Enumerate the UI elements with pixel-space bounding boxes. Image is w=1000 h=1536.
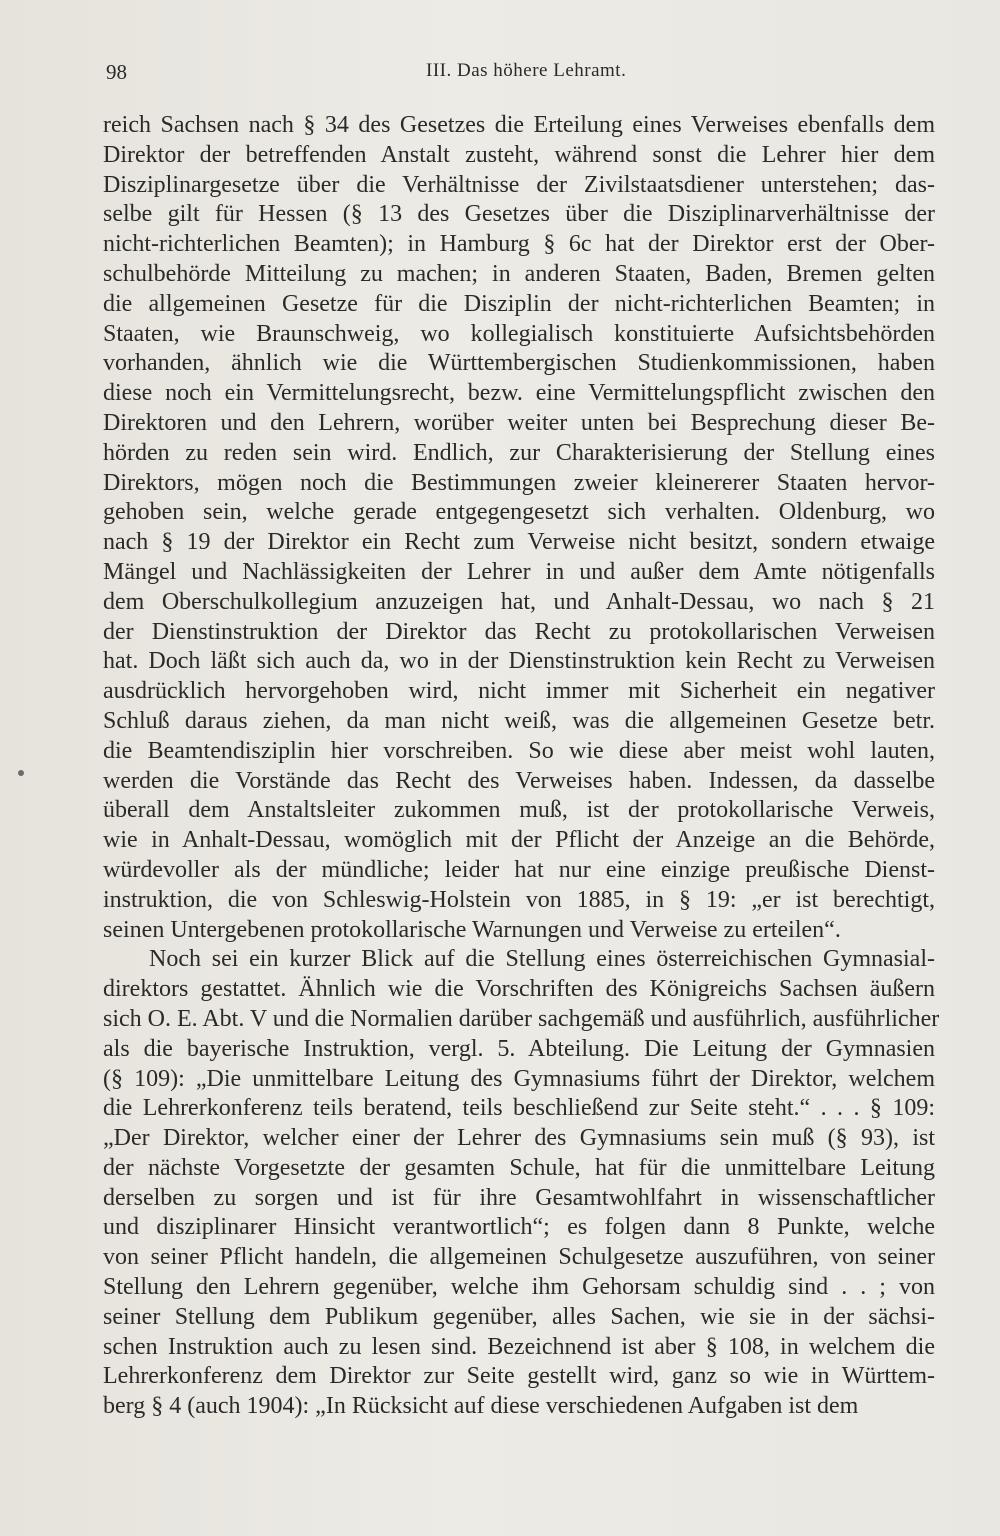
text-line: die allgemeinen Gesetze für die Disziplin der nicht-richterlichen Beamten; in — [103, 290, 935, 317]
page-header — [102, 60, 930, 90]
text-line: Direktor der betreffenden Anstalt zusteht, während sonst die Lehrer hier dem — [103, 141, 935, 168]
text-line: seiner Stellung dem Publikum gegenüber, alles Sachen, wie sie in der sächsi- — [103, 1303, 935, 1330]
text-line: reich Sachsen nach § 34 des Gesetzes die Erteilung eines Verweises ebenfalls dem — [103, 112, 935, 138]
text-line: Direktors, mögen noch die Bestimmungen zweier kleinererer Staaten hervor- — [103, 469, 935, 496]
text-line: die Lehrerkonferenz teils beratend, teils beschließend zur Seite steht.“ . . . § 109: — [103, 1095, 935, 1122]
text-line: sich O. E. Abt. V und die Normalien darüber sachgemäß und ausführlich, ausführlicher — [103, 1005, 940, 1032]
text-line: direktors gestattet. Ähnlich wie die Vorschriften des Königreichs Sachsen äußern — [103, 976, 935, 1003]
text-line: überall dem Anstaltsleiter zukommen muß, ist der protokollarische Verweis, — [103, 797, 935, 824]
text-line: als die bayerische Instruktion, vergl. 5. Abteilung. Die Leitung der Gymnasien — [103, 1035, 935, 1062]
text-line: diese noch ein Vermittelungsrecht, bezw. eine Vermittelungspflicht zwischen den — [103, 380, 935, 407]
text-line: nicht-richterlichen Beamten); in Hamburg § 6c hat der Direktor erst der Ober- — [103, 231, 935, 258]
text-line: von seiner Pflicht handeln, die allgemeinen Schulgesetze auszuführen, von seiner — [103, 1244, 935, 1271]
text-line: Noch sei ein kurzer Blick auf die Stellung eines österreichischen Gymnasial- — [149, 946, 935, 973]
text-line: Disziplinargesetze über die Verhältnisse der Zivilstaatsdiener unterstehen; das- — [103, 171, 935, 198]
text-line: ausdrücklich hervorgehoben wird, nicht immer mit Sicherheit ein negativer — [103, 678, 935, 705]
text-line: seinen Untergebenen protokollarische Warnungen und Verweise zu erteilen“. — [103, 916, 841, 943]
text-line: selbe gilt für Hessen (§ 13 des Gesetzes über die Disziplinarverhältnisse der — [103, 201, 935, 228]
text-line: werden die Vorstände das Recht des Verweises haben. Indessen, da dasselbe — [103, 767, 935, 794]
text-line: schulbehörde Mitteilung zu machen; in anderen Staaten, Baden, Bremen gelten — [103, 260, 935, 287]
text-line: Schluß daraus ziehen, da man nicht weiß, was die allgemeinen Gesetze betr. — [103, 707, 935, 734]
text-line: Mängel und Nachlässigkeiten der Lehrer in und außer dem Amte nötigenfalls — [103, 558, 935, 585]
text-line: würdevoller als der mündliche; leider hat nur eine einzige preußische Dienst- — [103, 856, 935, 883]
text-line: „Der Direktor, welcher einer der Lehrer des Gymnasiums sein muß (§ 93), ist — [103, 1125, 935, 1152]
running-title: III. Das höhere Lehramt. — [426, 60, 627, 81]
text-line: nach § 19 der Direktor ein Recht zum Verweise nicht besitzt, sondern etwaige — [103, 529, 935, 556]
text-line: der nächste Vorgesetzte der gesamten Schule, hat für die unmittelbare Leitung — [103, 1154, 935, 1181]
text-line: vorhanden, ähnlich wie die Württembergischen Studienkommissionen, haben — [103, 350, 935, 377]
text-line: berg § 4 (auch 1904): „In Rücksicht auf diese verschiedenen Aufgaben ist dem — [103, 1393, 859, 1420]
text-line: gehoben sein, welche gerade entgegengesetzt sich verhalten. Oldenburg, wo — [103, 499, 935, 526]
text-line: Stellung den Lehrern gegenüber, welche ihm Gehorsam schuldig sind . . ; von — [103, 1274, 935, 1301]
text-line: die Beamtendisziplin hier vorschreiben. So wie diese aber meist wohl lauten, — [103, 737, 935, 764]
text-line: Lehrerkonferenz dem Direktor zur Seite gestellt wird, ganz so wie in Württem- — [103, 1363, 935, 1390]
text-line: instruktion, die von Schleswig-Holstein von 1885, in § 19: „er ist berechtigt, — [103, 886, 935, 913]
text-line: und disziplinarer Hinsicht verantwortlich“; es folgen dann 8 Punkte, welche — [103, 1214, 935, 1241]
text-line: wie in Anhalt-Dessau, womöglich mit der Pflicht der Anzeige an die Behörde, — [103, 827, 935, 854]
text-line: schen Instruktion auch zu lesen sind. Bezeichnend ist aber § 108, in welchem die — [103, 1333, 935, 1360]
text-line: Direktoren und den Lehrern, worüber weiter unten bei Besprechung dieser Be- — [103, 409, 935, 436]
text-line: der Dienstinstruktion der Direktor das Recht zu protokollarischen Verweisen — [103, 618, 935, 645]
margin-mark — [18, 770, 24, 776]
text-line: dem Oberschulkollegium anzuzeigen hat, und Anhalt-Dessau, wo nach § 21 — [103, 588, 935, 615]
text-line: (§ 109): „Die unmittelbare Leitung des Gymnasiums führt der Direktor, welchem — [103, 1065, 935, 1092]
page-number: 98 — [106, 60, 127, 84]
text-line: derselben zu sorgen und ist für ihre Gesamtwohlfahrt in wissenschaftlicher — [103, 1184, 935, 1211]
text-body — [103, 111, 940, 1422]
text-line: Staaten, wie Braunschweig, wo kollegialisch konstituierte Aufsichtsbehörden — [103, 320, 935, 347]
text-line: hat. Doch läßt sich auch da, wo in der Dienstinstruktion kein Recht zu Verweisen — [103, 648, 935, 675]
text-line: hörden zu reden sein wird. Endlich, zur Charakterisierung der Stellung eines — [103, 439, 935, 466]
